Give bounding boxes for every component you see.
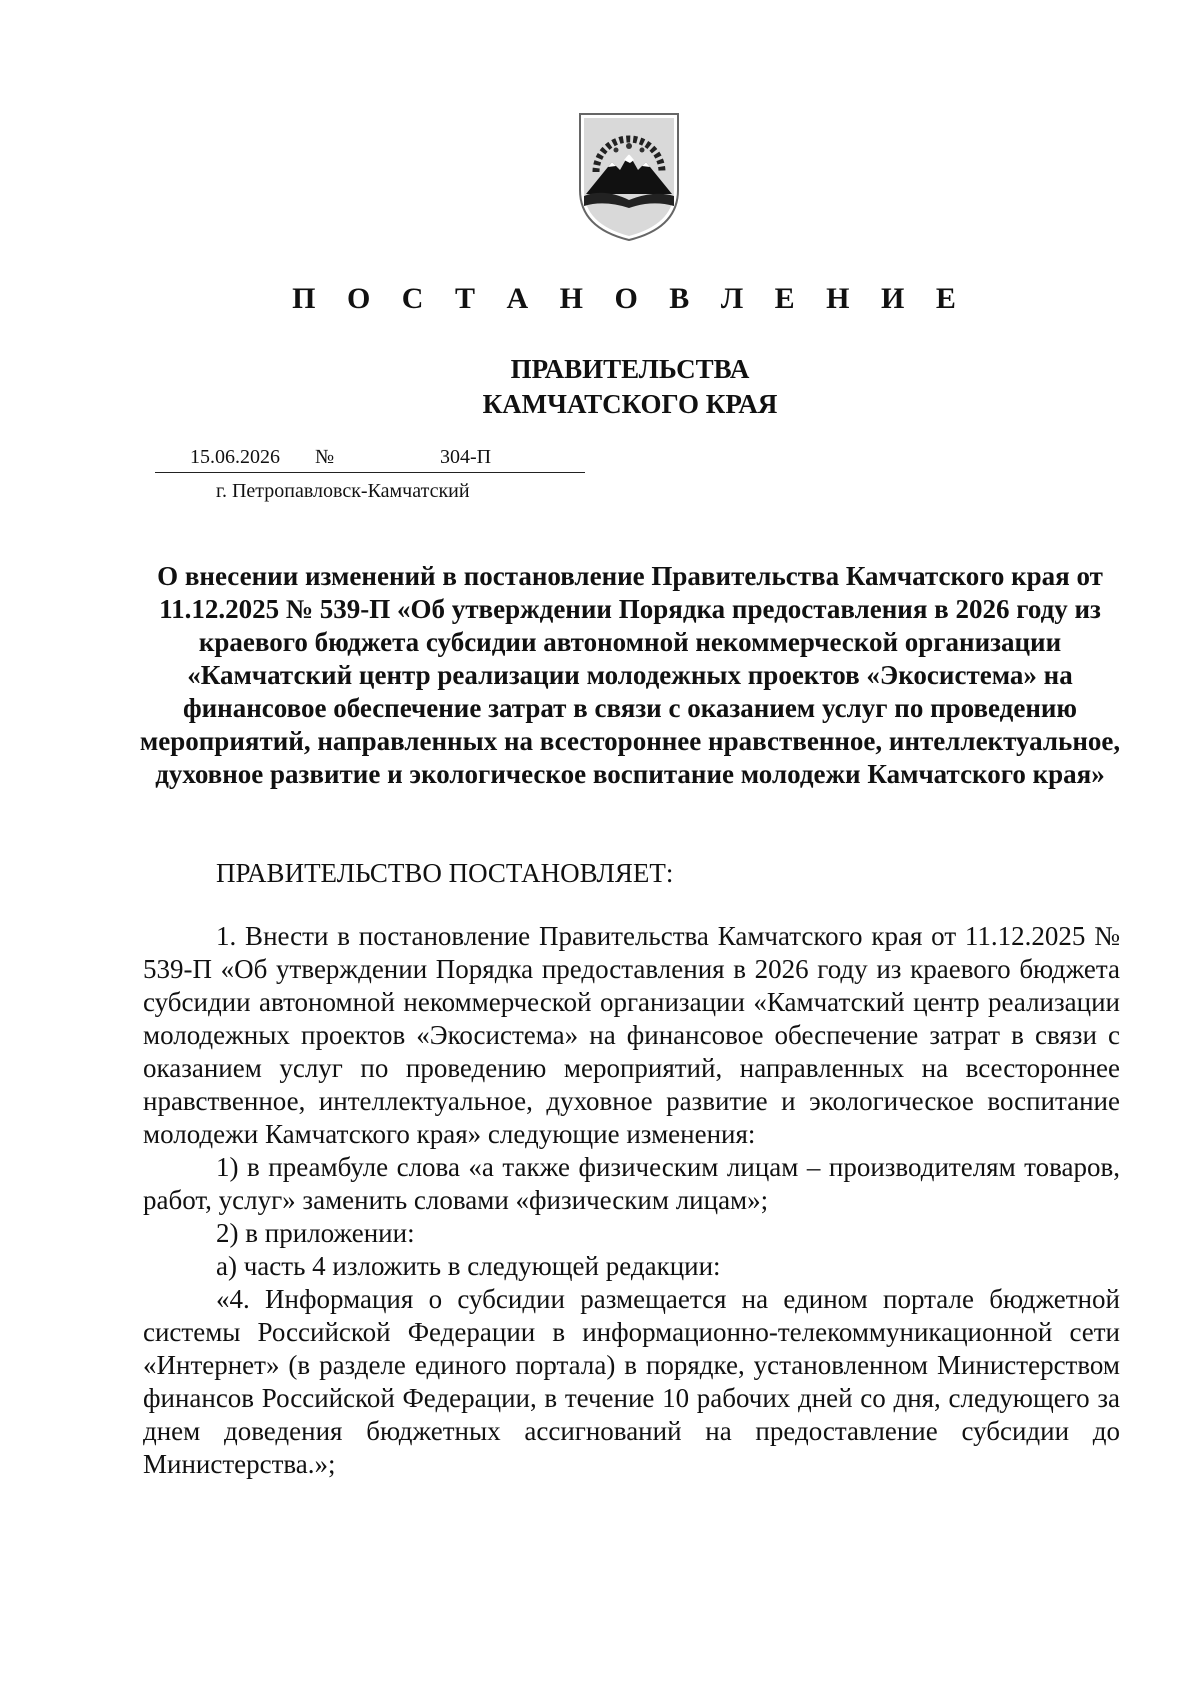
paragraph-4: а) часть 4 изложить в следующей редакции: — [216, 1251, 721, 1281]
date-number-line — [155, 446, 585, 473]
paragraph-2: 1) в преамбуле слова «а также физическим лицам – производителям товаров, работ, услуг» заменить словами «физическим лицам»; — [143, 1152, 1120, 1215]
city: г. Петропавловск-Камчатский — [216, 480, 470, 502]
document-date: 15.06.2026 — [190, 446, 280, 468]
paragraph-5: «4. Информация о субсидии размещается на едином портале бюджетной системы Российской Федерации в информационно-телекоммуникационной сети «Интернет» (в разделе единого портала) в порядке, установленном Министерством финансов Российской Федерации, в течение 10 рабочих дней со дня, следующего за днем доведения бюджетных ассигнований на предоставление субсидии до Министерства.»; — [143, 1284, 1120, 1479]
issuer — [0, 352, 1200, 422]
paragraph-3: 2) в приложении: — [216, 1218, 415, 1248]
issuer-line-2: КАМЧАТСКОГО КРАЯ — [482, 389, 778, 419]
issuer-line-1: ПРАВИТЕЛЬСТВА — [510, 354, 750, 384]
document-body — [143, 920, 1120, 1481]
kamchatka-coat-of-arms-icon — [574, 110, 684, 242]
document-type: П О С Т А Н О В Л Е Н И Е — [292, 282, 968, 315]
document-number: 304-П — [440, 446, 492, 468]
paragraph-1: 1. Внести в постановление Правительства Камчатского края от 11.12.2025 № 539-П «Об утверждении Порядка предоставления в 2026 году из краевого бюджета субсидии автономной некоммерческой организации «Камчатский центр реализации молодежных проектов «Экосистема» на финансовое обеспечение затрат в связи с оказанием услуг по проведению мероприятий, направленных на всестороннее нравственное, интеллектуальное, духовное развитие и экологическое воспитание молодежи Камчатского края» следующие изменения: — [143, 921, 1120, 1149]
number-sign: № — [315, 446, 335, 468]
resolves-heading: ПРАВИТЕЛЬСТВО ПОСТАНОВЛЯЕТ: — [216, 858, 674, 888]
document-title: О внесении изменений в постановление Правительства Камчатского края от 11.12.2025 № 539-П «Об утверждении Порядка предоставления в 2026 году из краевого бюджета субсидии автономной некоммерческой организации «Камчатский центр реализации молодежных проектов «Экосистема» на финансовое обеспечение затрат в связи с оказанием услуг по проведению мероприятий, направленных на всестороннее нравственное, интеллектуальное, духовное развитие и экологическое воспитание молодежи Камчатского края» — [139, 561, 1121, 789]
